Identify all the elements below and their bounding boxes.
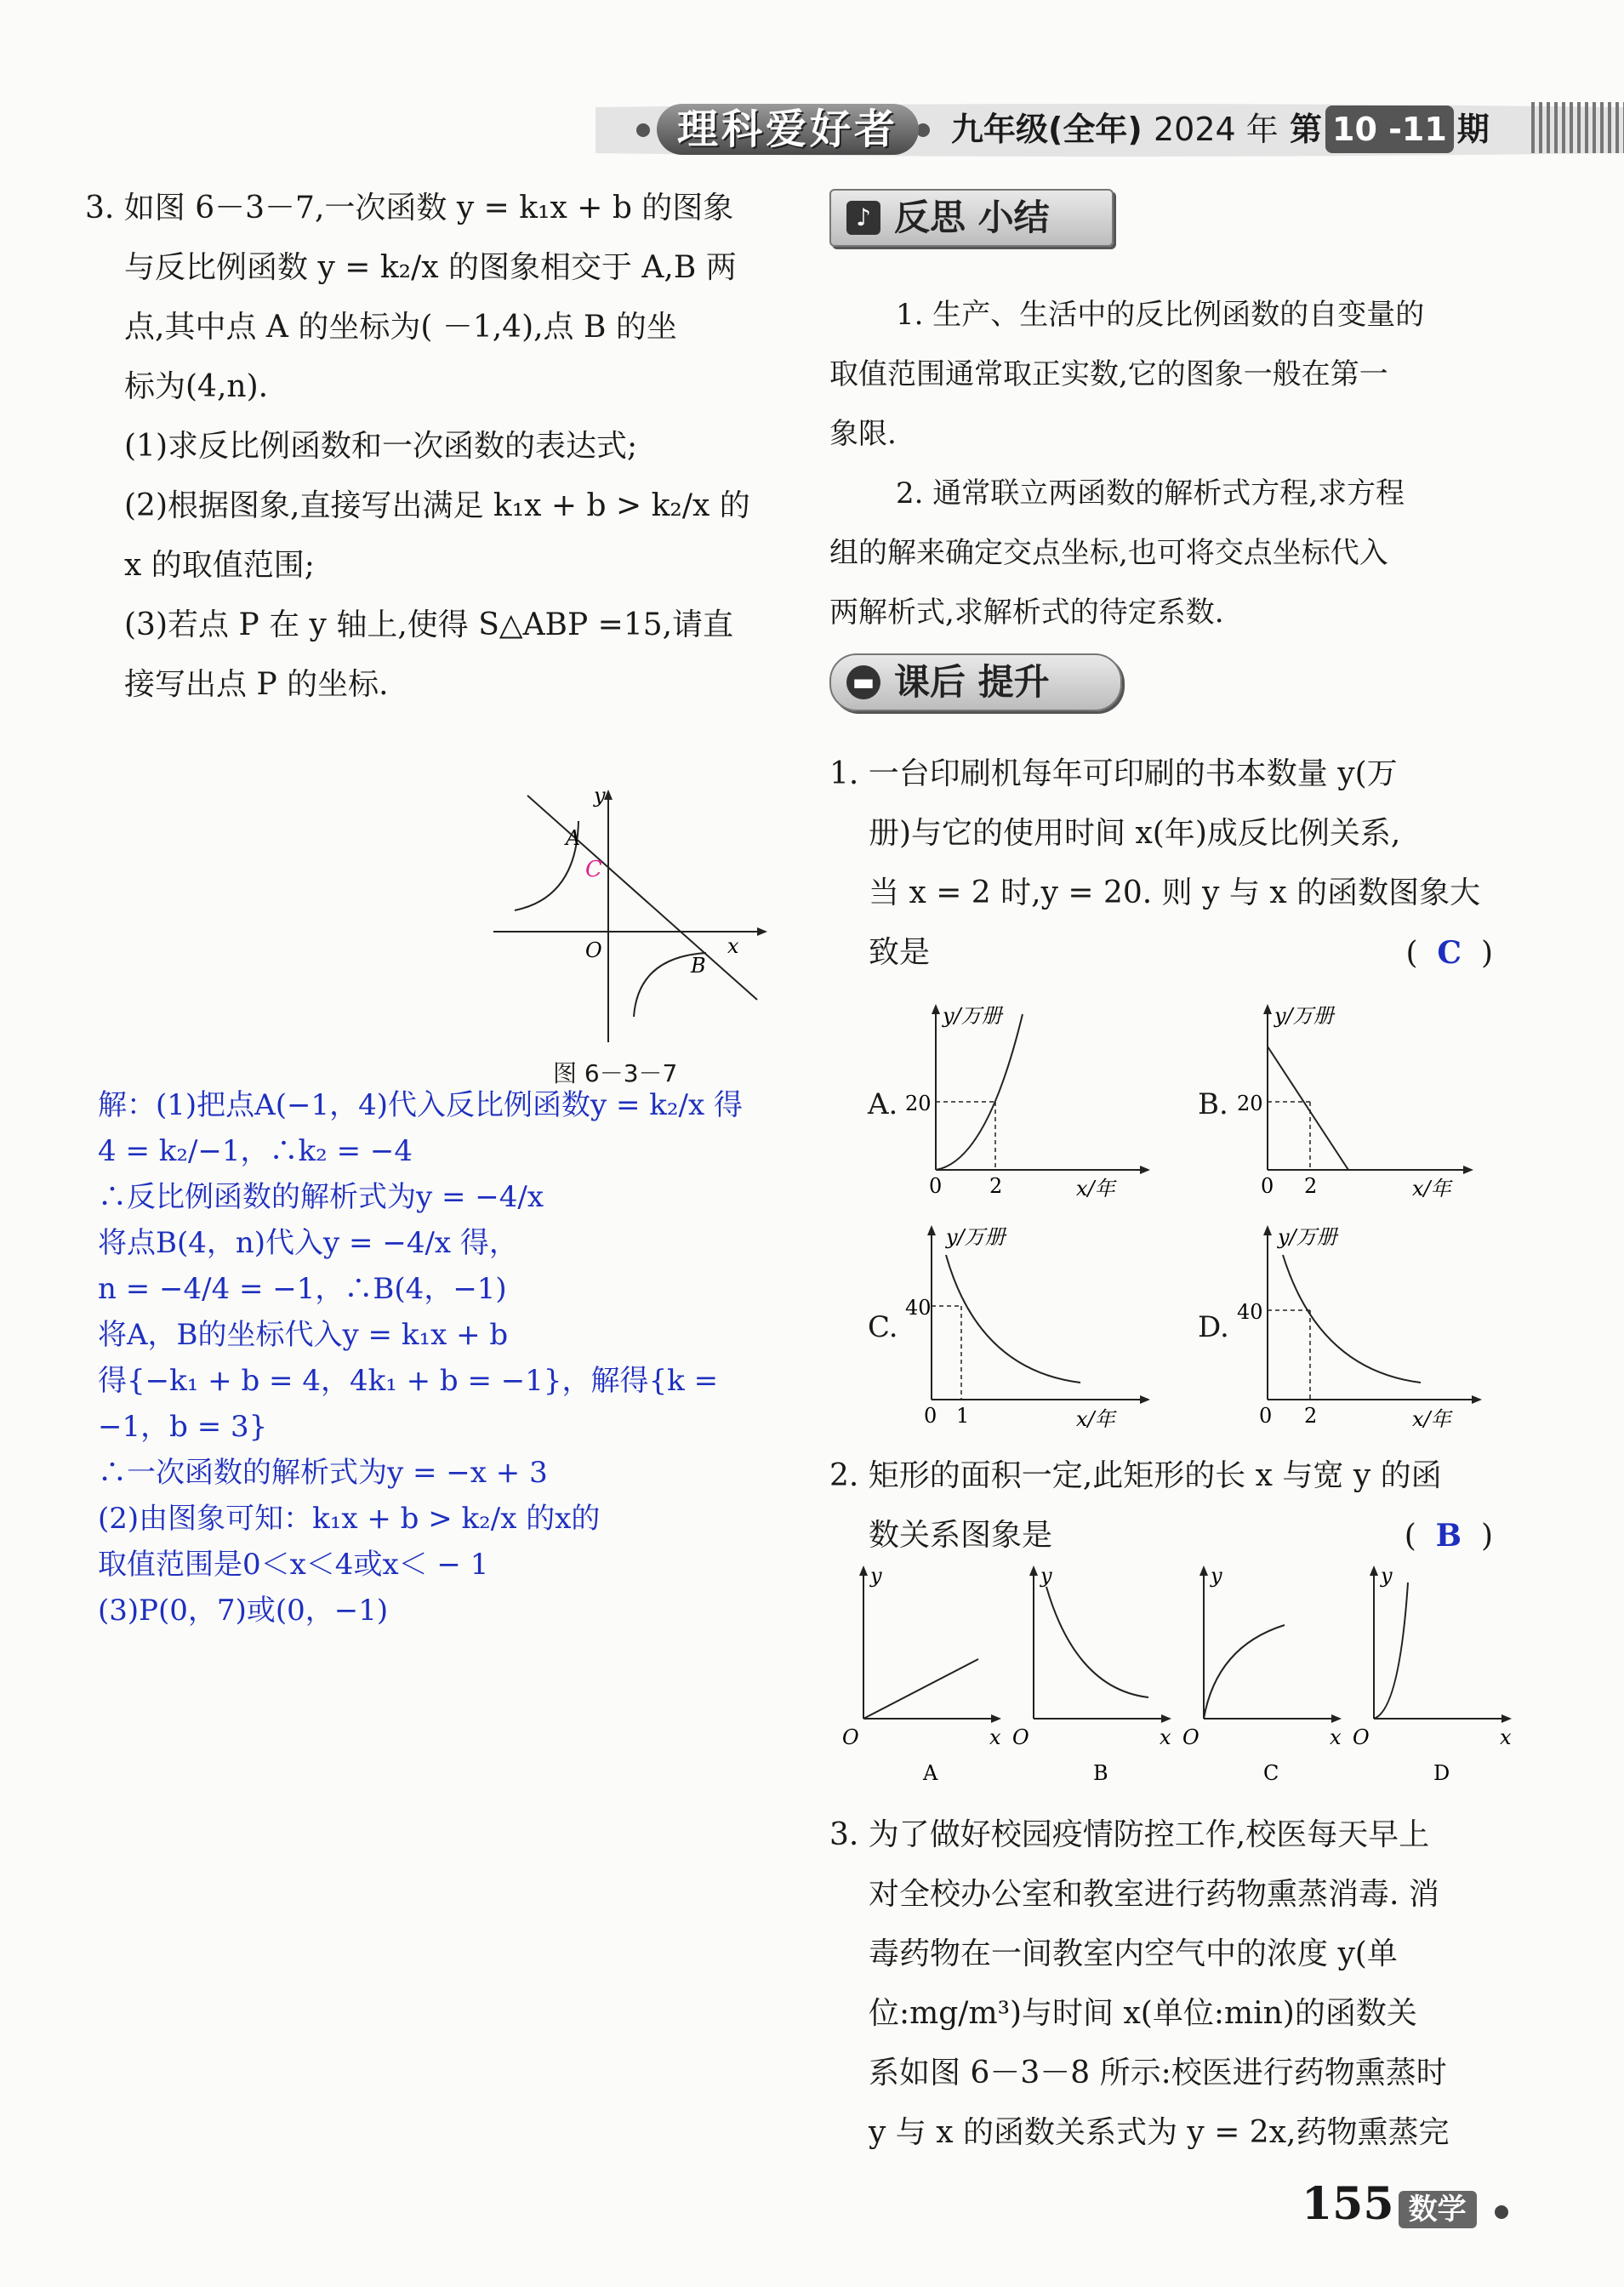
p1-graph-b [1237,1004,1497,1201]
summary-section-header [829,189,1114,247]
axis-label-y: y/万册 [1274,1004,1334,1028]
p1-line [829,923,1510,983]
axis-x: x [1160,1725,1171,1749]
p1-option-b-label: B. [1198,1087,1228,1121]
summary-text [829,285,1510,642]
axis-origin: O [842,1725,859,1749]
p2-graph-a [842,1564,1001,1785]
year-label: 2024 年 [1153,111,1279,148]
practice-3-text [829,1805,1510,2163]
axis-origin: O [1353,1725,1370,1749]
fig-point-b: B [691,954,706,978]
axis-x: x [1500,1725,1512,1749]
q3-line: 点,其中点 A 的坐标为( －1,4),点 B 的坐 [124,310,677,345]
practice-1-text [829,744,1510,983]
tick-x: 1 [956,1404,970,1428]
p2-answer-value: B [1435,1518,1462,1554]
p1-graph-a [905,1004,1165,1201]
axis-y: y [870,1564,882,1588]
tick-zero: 0 [1259,1404,1273,1428]
tick-y: 40 [905,1296,932,1320]
tick-x: 2 [989,1174,1003,1198]
axis-x: x [1330,1725,1342,1749]
section-icon: ▬ [846,665,880,699]
issue-info [951,106,1490,153]
p3-line: 位:mg/m³)与时间 x(单位:min)的函数关 [869,1996,1417,2031]
q3-line: (1)求反比例函数和一次函数的表达式; [124,429,638,464]
line-decreasing [1268,1047,1348,1170]
q3-line: (2)根据图象,直接写出满足 k₁x + b > k₂/x 的 [124,488,750,523]
p3-line: 系如图 6－3－8 所示:校医进行药物熏蒸时 [869,2056,1447,2090]
summary-line: 1. 生产、生活中的反比例函数的自变量的 [896,298,1425,332]
q3-line: 与反比例函数 y = k₂/x 的图象相交于 A,B 两 [124,250,737,285]
p3-line: 对全校办公室和教室进行药物熏蒸消毒. 消 [869,1877,1439,1912]
option-label: C [1263,1761,1279,1785]
p1-answer: ( C ) [1405,935,1493,971]
option-label: A [923,1761,938,1785]
solution-line: (3)P(0，7)或(0，−1) [98,1594,389,1628]
linear-function-line [527,796,757,1000]
subject-badge: 数学 [1399,2191,1477,2228]
tick-zero: 0 [1261,1174,1274,1198]
p1-line-text: 致是 [869,935,931,970]
q3-line: 接写出点 P 的坐标. [124,667,389,702]
tick-x: 2 [1304,1174,1318,1198]
axis-label-y: y/万册 [1278,1225,1337,1249]
p1-line: 册)与它的使用时间 x(年)成反比例关系, [869,816,1401,851]
axis-label-x: x/年 [1412,1407,1451,1431]
p1-line: 当 x = 2 时,y = 20. 则 y 与 x 的函数图象大 [869,875,1481,910]
axis-origin: O [1182,1725,1199,1749]
brand-logo: 理科爱好者 [657,104,919,155]
page-footer [1302,2178,1508,2230]
practice-title: 课后 提升 [894,661,1050,703]
curve-increasing [936,1014,1023,1170]
solution-line: (2)由图象可知：k₁x + b > k₂/x 的x的 [98,1502,601,1536]
fig-annotation-c: C [585,857,602,882]
p1-line: 1. 一台印刷机每年可印刷的书本数量 y(万 [829,756,1398,791]
axis-origin: O [1012,1725,1029,1749]
axis-label-x: x/年 [1412,1177,1451,1201]
solution-line: 得{−k₁ + b = 4，4k₁ + b = −1}，解得{k = −1，b = 3} [98,1364,719,1444]
axis-label-x: x/年 [1076,1177,1115,1201]
p2-line: 2. 矩形的面积一定,此矩形的长 x 与宽 y 的函 [829,1458,1442,1493]
figure-caption: 图 6－3－7 [553,1059,678,1087]
curve-hyperbola [946,1255,1080,1383]
q3-line: (3)若点 P 在 y 轴上,使得 S△ABP =15,请直 [124,607,734,642]
figure-6-3-7 [493,784,774,1059]
solution-line: 将点B(4，n)代入y = −4/x 得， [98,1226,518,1260]
p2-answer: ( B ) [1404,1518,1493,1554]
tick-y: 20 [905,1092,932,1115]
q3-line: 标为(4,n). [124,369,269,404]
axis-y: y [1381,1564,1393,1588]
p1-option-c-label: C. [868,1310,898,1344]
question-3-text [85,179,783,715]
p1-answer-value: C [1437,935,1462,971]
q3-line: 3. 如图 6－3－7,一次函数 y = k₁x + b 的图象 [85,191,734,225]
p1-option-d-label: D. [1198,1310,1229,1344]
section-icon: ♪ [846,201,880,235]
axis-x: x [989,1725,1001,1749]
p2-graph-d [1353,1564,1512,1785]
issue-number: 10 -11 [1325,106,1454,153]
summary-line: 2. 通常联立两函数的解析式方程,求方程 [896,476,1405,510]
curve-hyperbola [1283,1255,1421,1383]
summary-line: 取值范围通常取正实数,它的图象一般在第一 [829,357,1388,391]
p2-graphs-row [838,1566,1519,1787]
solution-block [98,1082,795,1634]
p2-line [829,1506,1510,1566]
axis-label-y: y/万册 [943,1004,1002,1028]
axis-y: y [1211,1564,1222,1588]
summary-line: 象限. [829,417,897,451]
summary-title: 反思 小结 [894,197,1050,238]
p3-line: 毒药物在一间教室内空气中的浓度 y(单 [869,1936,1398,1971]
option-label: D [1433,1761,1450,1785]
p2-graph-c [1182,1564,1342,1785]
solution-line: 解：(1)把点A(−1，4)代入反比例函数y = k₂/x 得 [98,1088,743,1122]
tick-y: 20 [1237,1092,1263,1115]
practice-2-text [829,1446,1510,1566]
practice-section-header [829,653,1122,711]
p2-line-text: 数关系图象是 [869,1518,1053,1553]
tick-zero: 0 [929,1174,943,1198]
solution-line: 4 = k₂/−1，∴k₂ = −4 [98,1134,413,1168]
fig-point-a: A [566,826,581,850]
solution-line: 将A，B的坐标代入y = k₁x + b [98,1318,509,1352]
axis-y: y [1040,1564,1052,1588]
tick-y: 40 [1237,1300,1263,1324]
p1-graph-c [905,1225,1165,1431]
fig-y-label: y [594,784,606,807]
q3-line: x 的取值范围; [124,548,315,583]
grade-label: 九年级(全年) [951,111,1142,148]
option-label: B [1093,1761,1108,1785]
p2-graph-b [1012,1564,1171,1785]
issue-suffix: 期 [1456,111,1490,148]
fig-x-label: x [727,934,739,958]
axis-label-x: x/年 [1076,1407,1115,1431]
solution-line: 取值范围是0＜x＜4或x＜ − 1 [98,1548,489,1582]
summary-line: 两解析式,求解析式的待定系数. [829,596,1224,630]
fig-origin-label: O [585,938,602,962]
page-number: 155 [1302,2178,1394,2230]
tick-x: 2 [1304,1404,1318,1428]
header-barcode-decoration [1531,102,1624,153]
solution-line: ∴一次函数的解析式为y = −x + 3 [98,1456,548,1490]
summary-line: 组的解来确定交点坐标,也可将交点坐标代入 [829,536,1388,570]
solution-line: ∴反比例函数的解析式为y = −4/x [98,1180,544,1214]
axis-label-y: y/万册 [946,1225,1006,1249]
issue-prefix: 第 [1290,111,1323,148]
tick-zero: 0 [924,1404,937,1428]
solution-line: n = −4/4 = −1，∴B(4，−1) [98,1272,507,1306]
p1-graph-d [1237,1225,1497,1431]
p1-option-a-label: A. [868,1087,898,1121]
p3-line: 3. 为了做好校园疫情防控工作,校医每天早上 [829,1817,1430,1852]
p3-line: y 与 x 的函数关系式为 y = 2x,药物熏蒸完 [869,2115,1450,2150]
footer-dot-icon [1495,2205,1508,2219]
